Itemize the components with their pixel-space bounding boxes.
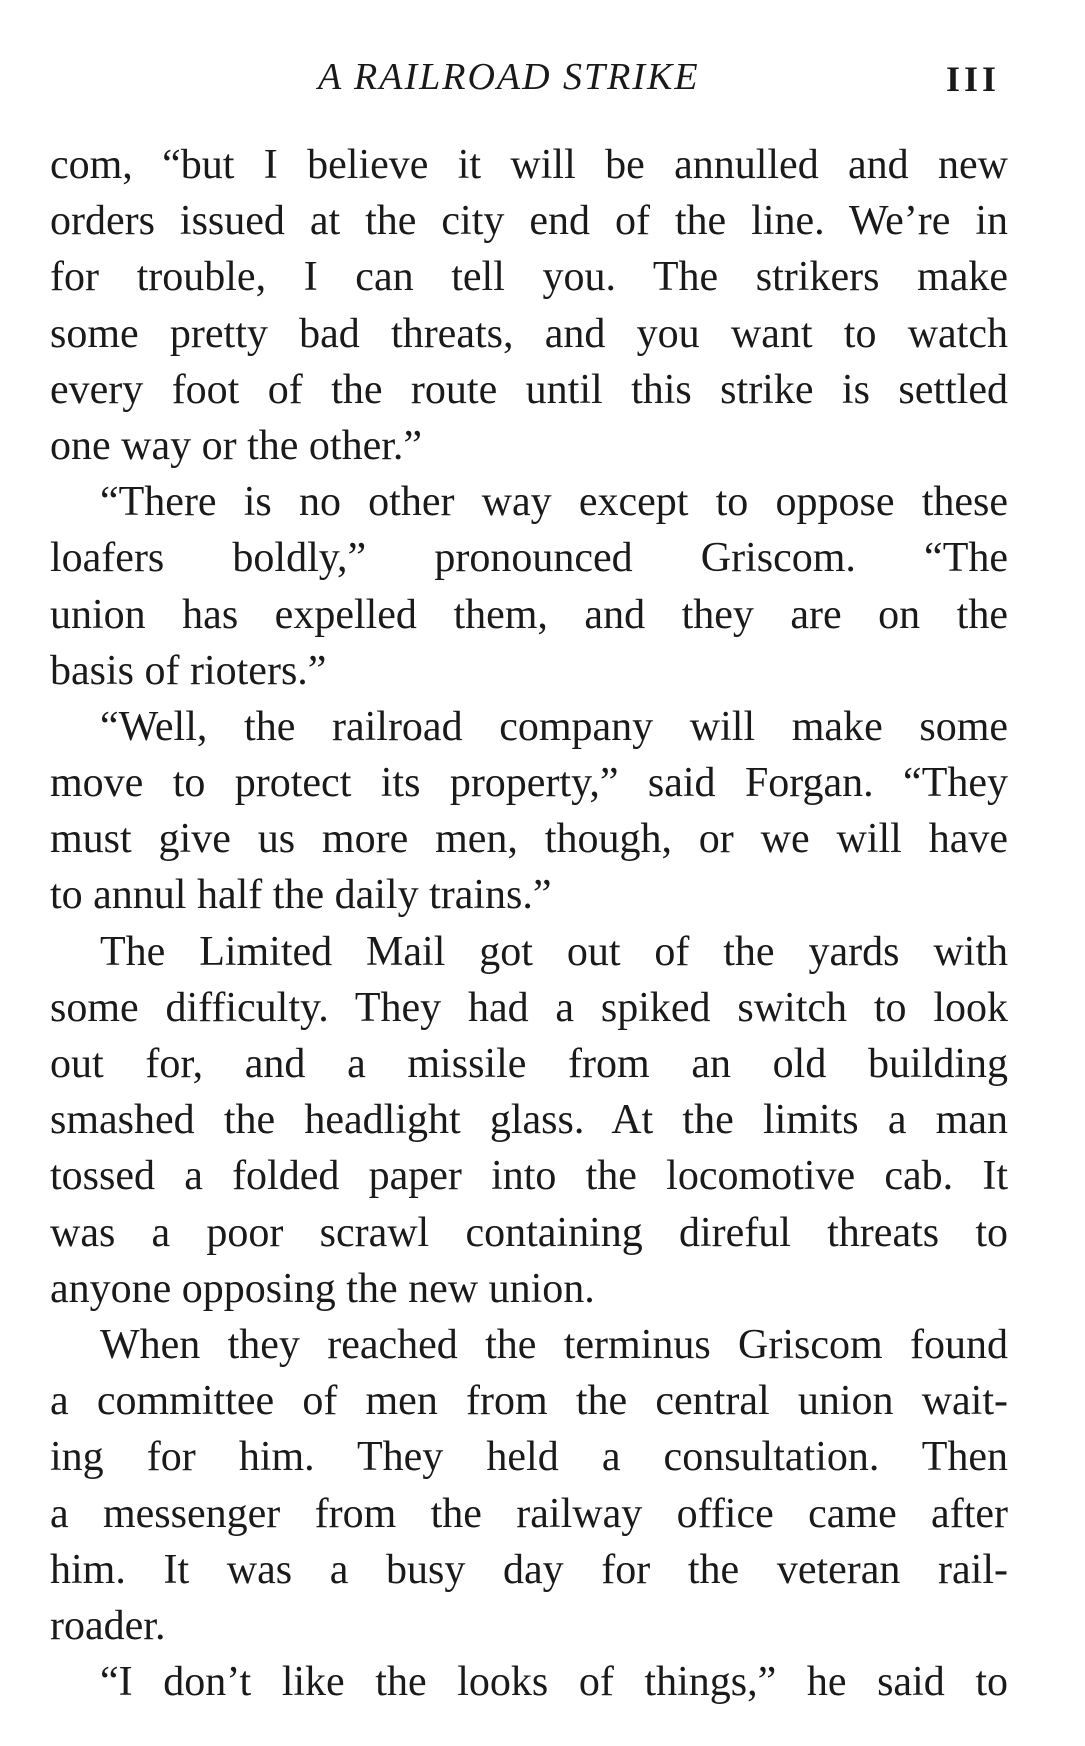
text-line: “Well, the railroad company will make some	[100, 703, 1008, 750]
text-line: out for, and a missile from an old building	[50, 1041, 1008, 1087]
text-line: a committee of men from the central union wait-	[50, 1378, 1008, 1425]
text-line: every foot of the route until this strike is settled	[50, 366, 1008, 413]
text-line: orders issued at the city end of the line. We’re in	[50, 198, 1008, 245]
text-line: a messenger from the railway office came after	[50, 1490, 1008, 1537]
running-head	[0, 52, 1085, 102]
text-line: one way or the other.”	[50, 422, 423, 469]
text-line: to annul half the daily trains.”	[50, 872, 552, 919]
text-line: must give us more men, though, or we will have	[50, 816, 1008, 863]
text-line: loafers boldly,” pronounced Griscom. “The	[50, 535, 1008, 582]
page-number: III	[946, 59, 1001, 99]
text-line: tossed a folded paper into the locomotive cab. It	[50, 1153, 1008, 1200]
text-line: some difficulty. They had a spiked switch to look	[50, 984, 1008, 1031]
text-line: some pretty bad threats, and you want to watch	[50, 310, 1008, 357]
text-line: “I don’t like the looks of things,” he said to	[100, 1659, 1008, 1706]
text-line: The Limited Mail got out of the yards with	[100, 928, 1008, 975]
text-line: was a poor scrawl containing direful threats to	[50, 1209, 1008, 1256]
text-line: union has expelled them, and they are on the	[50, 591, 1008, 638]
text-line: anyone opposing the new union.	[50, 1265, 595, 1312]
text-line: smashed the headlight glass. At the limits a man	[50, 1097, 1008, 1144]
text-line: him. It was a busy day for the veteran rail-	[50, 1546, 1008, 1593]
text-line: move to protect its property,” said Forgan. “They	[50, 760, 1008, 807]
text-line: for trouble, I can tell you. The strikers make	[50, 254, 1008, 301]
text-line: When they reached the terminus Griscom found	[100, 1321, 1008, 1368]
text-line: roader.	[50, 1602, 166, 1649]
text-line: basis of rioters.”	[50, 647, 327, 694]
text-line: “There is no other way except to oppose these	[100, 479, 1008, 526]
text-line: ing for him. They held a consultation. Then	[50, 1434, 1008, 1481]
running-title: A RAILROAD STRIKE	[318, 56, 700, 98]
text-line: com, “but I believe it will be annulled and new	[50, 142, 1008, 188]
body-text	[50, 137, 1008, 1710]
